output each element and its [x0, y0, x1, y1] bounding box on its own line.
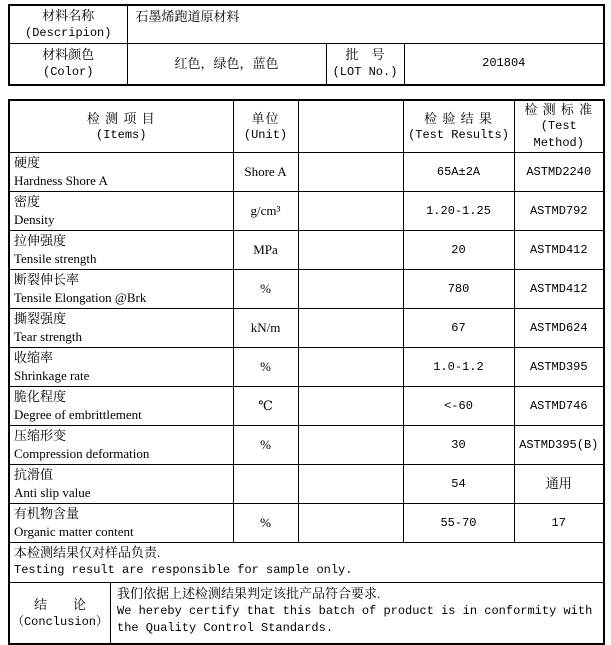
item-en: Shrinkage rate — [14, 368, 90, 383]
header-method-en: (Test Method) — [533, 119, 584, 150]
material-info-table — [8, 4, 605, 86]
unit-cell: % — [233, 270, 298, 309]
result-cell: 30 — [403, 426, 514, 465]
table-row — [9, 465, 604, 504]
unit-cell: % — [233, 504, 298, 543]
header-results-zh: 检 验 结 果 — [424, 110, 493, 126]
material-name-label-zh: 材料名称 — [42, 7, 95, 23]
lot-label-cell — [326, 43, 404, 85]
conclusion-label-en: （Conclusion） — [11, 614, 108, 629]
method-cell: ASTMD792 — [514, 192, 604, 231]
unit-cell: ℃ — [233, 387, 298, 426]
item-zh: 收缩率 — [14, 350, 54, 365]
spec-cell — [298, 192, 403, 231]
method-cell: ASTMD624 — [514, 309, 604, 348]
table-row — [9, 309, 604, 348]
header-items-en: (Items) — [96, 127, 147, 142]
conclusion-text-zh: 我们依据上述检测结果判定该批产品符合要求. — [117, 586, 381, 601]
item-zh: 密度 — [14, 194, 41, 209]
item-zh: 脆化程度 — [14, 389, 67, 404]
unit-cell: % — [233, 348, 298, 387]
item-cell — [9, 270, 233, 309]
note-zh: 本检测结果仅对样品负责. — [14, 545, 161, 560]
unit-cell — [233, 465, 298, 504]
note-row — [9, 543, 604, 583]
lot-label-en: (LOT No.) — [332, 65, 398, 80]
method-cell: 通用 — [514, 465, 604, 504]
item-zh: 压缩形变 — [14, 428, 67, 443]
item-en: Tensile strength — [14, 251, 97, 266]
result-cell: <-60 — [403, 387, 514, 426]
table-row — [9, 348, 604, 387]
note-cell — [9, 543, 604, 583]
item-zh: 拉伸强度 — [14, 233, 67, 248]
material-color-label-cell — [9, 43, 127, 85]
item-en: Degree of embrittlement — [14, 407, 142, 422]
table-row — [9, 231, 604, 270]
spec-cell — [298, 387, 403, 426]
method-cell: ASTMD412 — [514, 231, 604, 270]
unit-cell: g/cm³ — [233, 192, 298, 231]
table-row — [9, 387, 604, 426]
result-cell: 1.0-1.2 — [403, 348, 514, 387]
material-name-value-cell — [127, 5, 604, 43]
item-cell — [9, 426, 233, 465]
unit-cell: Shore A — [233, 153, 298, 192]
spec-cell — [298, 426, 403, 465]
item-en: Anti slip value — [14, 485, 91, 500]
header-results-en: (Test Results) — [408, 127, 509, 142]
item-en: Density — [14, 212, 55, 227]
result-cell: 54 — [403, 465, 514, 504]
table-row — [9, 153, 604, 192]
item-zh: 撕裂强度 — [14, 311, 67, 326]
header-method-zh: 检 测 标 准 — [524, 102, 594, 117]
item-cell — [9, 231, 233, 270]
table-row — [9, 270, 604, 309]
spec-cell — [298, 348, 403, 387]
spec-cell — [298, 270, 403, 309]
item-en: Compression deformation — [14, 446, 150, 461]
result-cell: 1.20-1.25 — [403, 192, 514, 231]
conclusion-label-cell — [10, 583, 111, 643]
unit-cell: kN/m — [233, 309, 298, 348]
item-cell — [9, 465, 233, 504]
table-row — [9, 426, 604, 465]
result-cell: 65A±2A — [403, 153, 514, 192]
table-row — [9, 192, 604, 231]
item-en: Hardness Shore A — [14, 173, 108, 188]
item-cell — [9, 504, 233, 543]
header-unit-zh: 单位 — [251, 110, 280, 126]
result-cell: 67 — [403, 309, 514, 348]
material-name-row — [9, 5, 604, 43]
item-zh: 有机物含量 — [14, 506, 80, 521]
result-cell: 20 — [403, 231, 514, 270]
item-zh: 断裂伸长率 — [14, 272, 80, 287]
item-zh: 抗滑值 — [14, 467, 54, 482]
spec-cell — [298, 504, 403, 543]
table-row — [9, 504, 604, 543]
item-en: Tear strength — [14, 329, 83, 344]
conclusion-label-zh: 结 论 — [33, 596, 86, 612]
header-results-cell — [403, 100, 514, 153]
conclusion-row — [9, 583, 604, 645]
method-cell: 17 — [514, 504, 604, 543]
item-en: Tensile Elongation @Brk — [14, 290, 147, 305]
method-cell: ASTMD395(B) — [514, 426, 604, 465]
lot-value: 201804 — [404, 43, 604, 85]
conclusion-body — [111, 583, 603, 643]
spec-cell — [298, 153, 403, 192]
item-cell — [9, 192, 233, 231]
header-empty-cell — [298, 100, 403, 153]
result-cell: 55-70 — [403, 504, 514, 543]
conclusion-cell — [9, 583, 604, 645]
header-method-cell — [514, 100, 604, 153]
unit-cell: % — [233, 426, 298, 465]
item-cell — [9, 387, 233, 426]
material-color-value: 红色，绿色，蓝色 — [127, 43, 326, 85]
method-cell: ASTMD746 — [514, 387, 604, 426]
material-color-label-en: (Color) — [43, 65, 94, 80]
unit-cell: MPa — [233, 231, 298, 270]
conclusion-text-en: We hereby certify that this batch of product is in conformity with the Quality Control Standards. — [117, 604, 593, 635]
header-unit-en: (Unit) — [243, 127, 288, 142]
note-en: Testing result are responsible for sample only. — [14, 563, 353, 577]
test-results-table — [8, 99, 605, 645]
header-items-zh: 检 测 项 目 — [86, 110, 156, 126]
spec-cell — [298, 465, 403, 504]
item-cell — [9, 153, 233, 192]
spec-cell — [298, 309, 403, 348]
material-color-row — [9, 43, 604, 85]
method-cell: ASTMD2240 — [514, 153, 604, 192]
header-unit-cell — [233, 100, 298, 153]
material-name-label-cell — [9, 5, 127, 43]
item-en: Organic matter content — [14, 524, 134, 539]
method-cell: ASTMD395 — [514, 348, 604, 387]
result-cell: 780 — [403, 270, 514, 309]
method-cell: ASTMD412 — [514, 270, 604, 309]
item-zh: 硬度 — [14, 155, 41, 170]
item-cell — [9, 348, 233, 387]
material-name-label-en: (Descripion) — [25, 25, 112, 40]
header-items-cell — [9, 100, 233, 153]
lot-label-zh: 批 号 — [345, 47, 385, 63]
table-header-row — [9, 100, 604, 153]
material-name-value: 石墨烯跑道原材料 — [135, 9, 240, 24]
material-color-label-zh: 材料颜色 — [42, 47, 95, 63]
conclusion-wrap — [10, 583, 603, 643]
item-cell — [9, 309, 233, 348]
spec-cell — [298, 231, 403, 270]
